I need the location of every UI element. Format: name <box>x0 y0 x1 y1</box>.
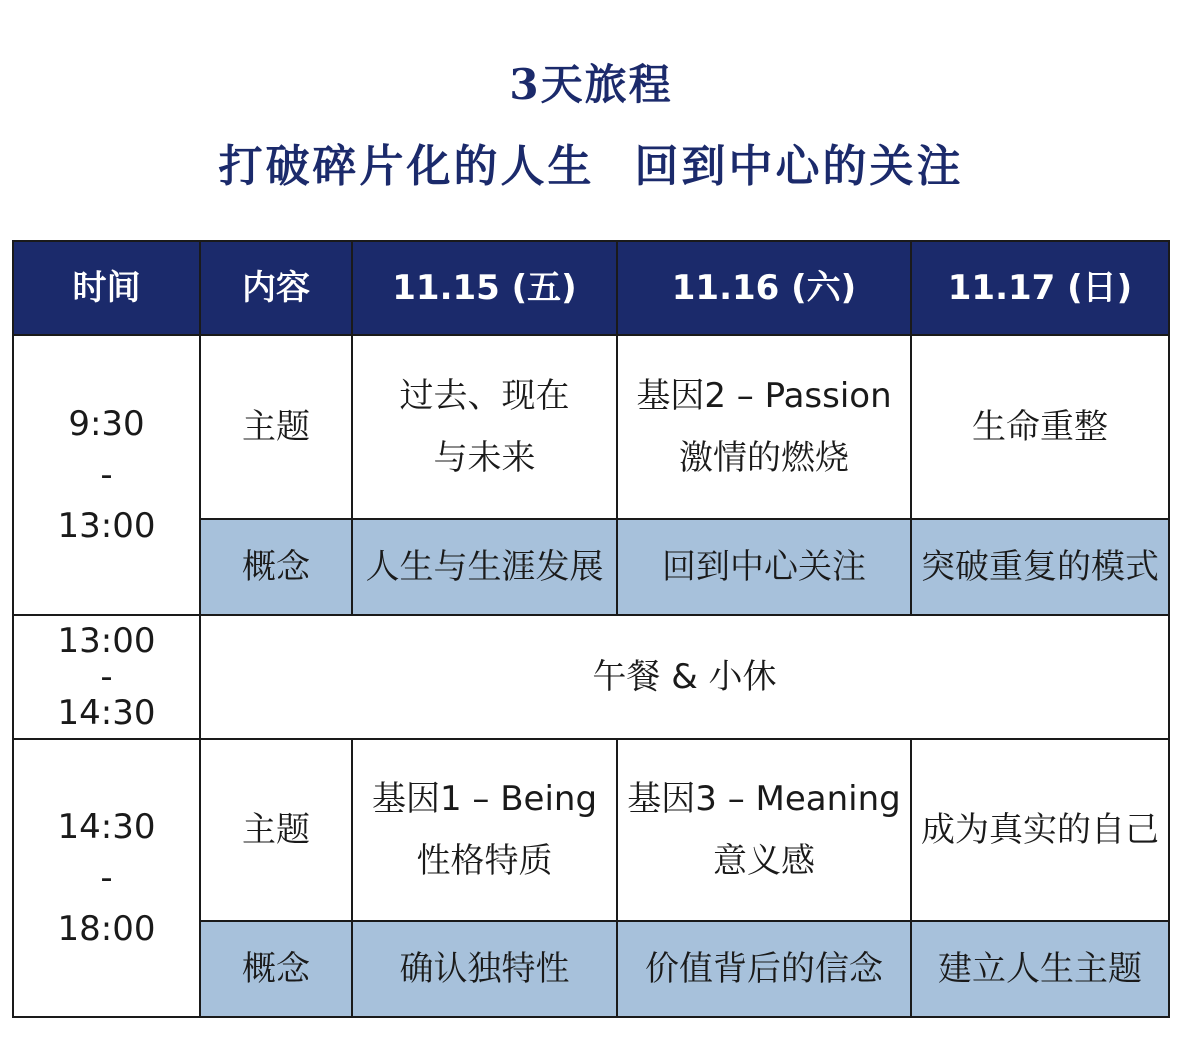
afternoon-concept-day-2: 价值背后的信念 <box>617 921 911 1017</box>
theme-line: 基因1 – Being <box>371 779 598 819</box>
header-day-2: 11.16 (六) <box>617 241 911 335</box>
lunch-time-dash: - <box>100 657 113 697</box>
subtitle-part-2: 回到中心的关注 <box>634 141 964 192</box>
morning-theme-label: 主题 <box>200 335 352 519</box>
theme-line: 激情的燃烧 <box>679 438 849 478</box>
afternoon-time-dash: - <box>100 858 113 898</box>
header-day-3: 11.17 (日) <box>911 241 1169 335</box>
theme-line: 基因2 – Passion <box>636 376 892 416</box>
lunch-time-start: 13:00 <box>57 621 156 661</box>
afternoon-theme-label: 主题 <box>200 739 352 921</box>
morning-time-start: 9:30 <box>68 404 145 444</box>
afternoon-theme-row <box>13 739 1169 921</box>
morning-concept-day-3: 突破重复的模式 <box>911 519 1169 615</box>
afternoon-time <box>13 739 200 1017</box>
theme-line: 过去、现在 <box>399 376 570 416</box>
morning-time-end: 13:00 <box>57 506 156 546</box>
afternoon-theme-day-1 <box>352 739 617 921</box>
morning-theme-day-1 <box>352 335 617 519</box>
theme-line: 基因3 – Meaning <box>627 779 901 819</box>
lunch-row <box>13 615 1169 739</box>
lunch-break: 午餐 & 小休 <box>200 615 1169 739</box>
morning-theme-day-2 <box>617 335 911 519</box>
morning-time-dash: - <box>100 455 113 495</box>
morning-time <box>13 335 200 615</box>
header-day-1: 11.15 (五) <box>352 241 617 335</box>
afternoon-theme-day-3 <box>911 739 1169 921</box>
morning-concept-day-2: 回到中心关注 <box>617 519 911 615</box>
header-content: 内容 <box>200 241 352 335</box>
afternoon-theme-day-2 <box>617 739 911 921</box>
schedule-table <box>12 240 1170 1018</box>
subtitle-part-1: 打破碎片化的人生 <box>218 141 595 192</box>
morning-theme-day-3 <box>911 335 1169 519</box>
header-row <box>13 241 1169 335</box>
morning-theme-row <box>13 335 1169 519</box>
afternoon-concept-day-1: 确认独特性 <box>352 921 617 1017</box>
afternoon-concept-label: 概念 <box>200 921 352 1017</box>
title-subtitle <box>0 130 1182 194</box>
lunch-time <box>13 615 200 739</box>
lunch-time-end: 14:30 <box>57 693 156 733</box>
afternoon-concept-day-3: 建立人生主题 <box>911 921 1169 1017</box>
afternoon-time-start: 14:30 <box>57 807 156 847</box>
morning-concept-day-1: 人生与生涯发展 <box>352 519 617 615</box>
morning-concept-label: 概念 <box>200 519 352 615</box>
theme-line: 性格特质 <box>416 841 553 881</box>
theme-line: 意义感 <box>713 841 815 881</box>
afternoon-time-end: 18:00 <box>57 909 156 949</box>
title-days: 3天旅程 <box>509 60 673 109</box>
theme-line: 生命重整 <box>972 407 1108 447</box>
theme-line: 成为真实的自己 <box>921 810 1159 850</box>
header-time: 时间 <box>13 241 200 335</box>
theme-line: 与未来 <box>433 438 536 478</box>
